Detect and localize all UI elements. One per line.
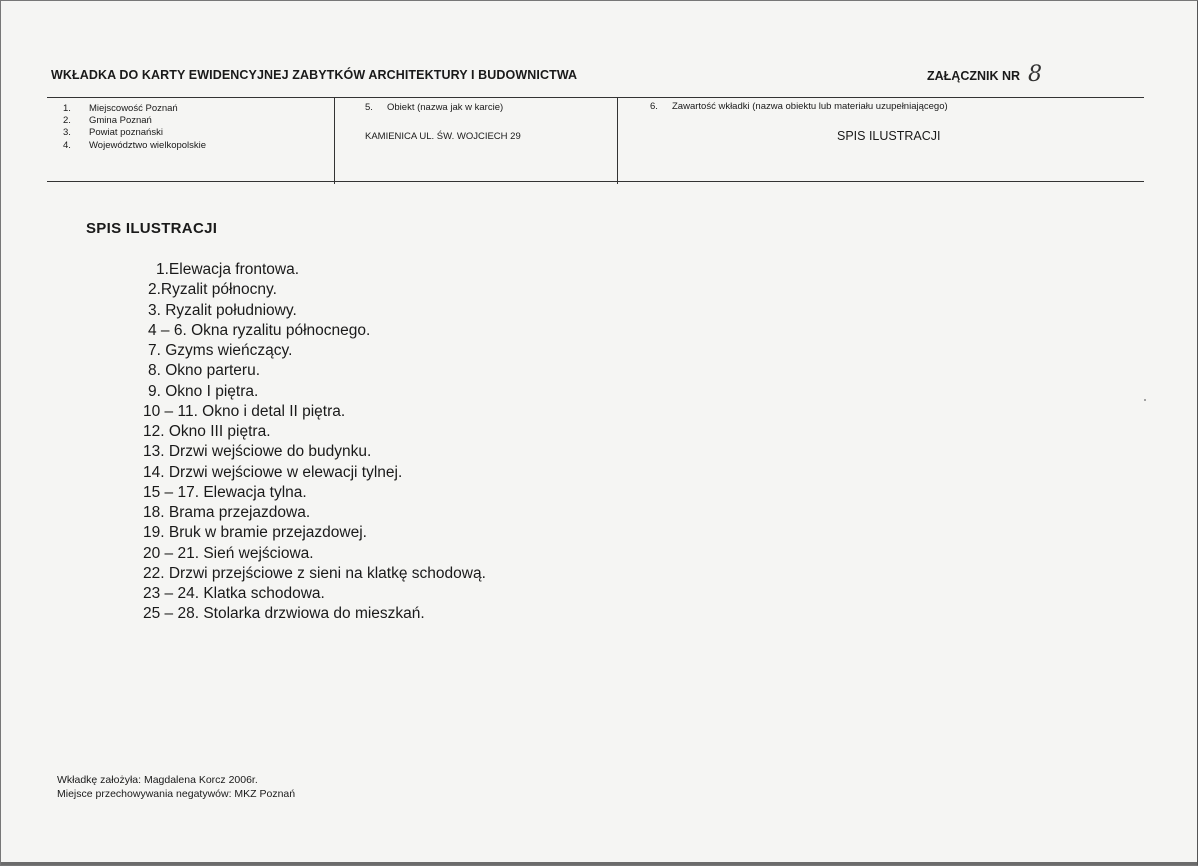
annex-label: ZAŁĄCZNIK NR — [927, 69, 1021, 83]
illustration-item: 10 – 11. Okno i detal II piętra. — [143, 402, 346, 420]
object-label: 5. Obiekt (nazwa jak w karcie) — [365, 102, 504, 113]
footer — [57, 773, 295, 801]
illustration-item: 12. Okno III piętra. — [143, 423, 271, 440]
illustration-item: 9. Okno I piętra. — [148, 382, 259, 400]
location-info-list — [63, 103, 206, 152]
illustration-item: 18. Brama przejazdowa. — [143, 504, 311, 521]
column-divider-1 — [334, 98, 335, 184]
document-title: WKŁADKA DO KARTY EWIDENCYJNEJ ZABYTKÓW ARCHITEKTURY I BUDOWNICTWA — [51, 68, 578, 82]
location-item: 2. Gmina Poznań — [63, 115, 152, 127]
header-top-rule — [47, 97, 1144, 98]
illustrations-list — [1, 260, 701, 625]
illustration-item: 19. Bruk w bramie przejazdowej. — [143, 524, 367, 542]
illustration-item: 23 – 24. Klatka schodowa. — [143, 585, 325, 602]
header-bottom-rule — [47, 181, 1144, 182]
location-item: 1. Miejscowość Poznań — [63, 103, 178, 114]
illustration-item: 1.Elewacja frontowa. — [156, 261, 300, 278]
section-title: SPIS ILUSTRACJI — [86, 220, 218, 237]
content-value: SPIS ILUSTRACJI — [837, 129, 941, 143]
negatives-location-note: Miejsce przechowywania negatywów: MKZ Poznań — [57, 788, 296, 800]
illustration-item: 15 – 17. Elewacja tylna. — [143, 483, 307, 501]
object-value: KAMIENICA UL. ŚW. WOJCIECH 29 — [365, 131, 521, 142]
illustration-item: 25 – 28. Stolarka drzwiowa do mieszkań. — [143, 605, 425, 623]
location-item: 3. Powiat poznański — [63, 127, 163, 139]
illustration-item: 7. Gzyms wieńczący. — [148, 342, 293, 359]
illustration-item: 3. Ryzalit południowy. — [148, 301, 297, 319]
location-item: 4. Województwo wielkopolskie — [63, 139, 207, 151]
scan-speck — [1144, 399, 1146, 401]
annex-handwritten-number: 8 — [1028, 62, 1043, 87]
illustration-item: 20 – 21. Sień wejściowa. — [143, 544, 314, 562]
illustration-item: 4 – 6. Okna ryzalitu północnego. — [148, 321, 371, 339]
illustration-item: 13. Drzwi wejściowe do budynku. — [143, 443, 372, 461]
content-label: 6. Zawartość wkładki (nazwa obiektu lub materiału uzupełniającego) — [650, 101, 948, 112]
column-divider-2 — [617, 98, 618, 184]
illustration-item: 22. Drzwi przejściowe z sieni na klatkę schodową. — [143, 564, 486, 582]
illustration-item: 2.Ryzalit północny. — [148, 281, 277, 299]
illustration-item: 8. Okno parteru. — [148, 362, 261, 380]
annex-number — [927, 61, 1042, 86]
illustration-item: 14. Drzwi wejściowe w elewacji tylnej. — [143, 463, 403, 481]
created-by-note: Wkładkę założyła: Magdalena Korcz 2006r. — [57, 774, 258, 786]
